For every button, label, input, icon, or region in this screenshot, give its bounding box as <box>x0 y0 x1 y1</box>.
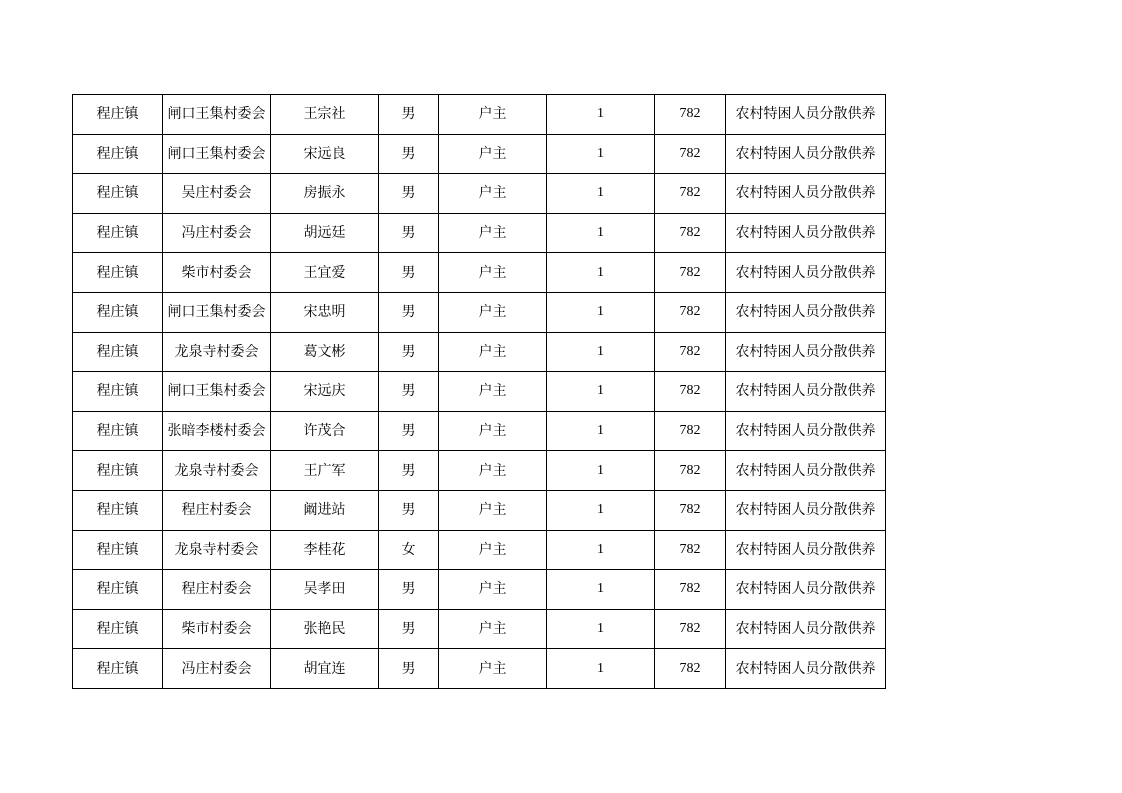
amount-cell: 782 <box>655 332 726 372</box>
village-cell: 闸口王集村委会 <box>163 292 271 332</box>
type-cell: 农村特困人员分散供养 <box>726 292 886 332</box>
count-cell: 1 <box>547 292 655 332</box>
relation-cell: 户主 <box>439 95 547 135</box>
relation-cell: 户主 <box>439 213 547 253</box>
village-cell: 闸口王集村委会 <box>163 372 271 412</box>
town-cell: 程庄镇 <box>73 332 163 372</box>
table-row <box>73 411 886 451</box>
table-row <box>73 649 886 689</box>
table-row <box>73 213 886 253</box>
name-cell: 胡远廷 <box>271 213 379 253</box>
amount-cell: 782 <box>655 174 726 214</box>
town-cell: 程庄镇 <box>73 570 163 610</box>
relation-cell: 户主 <box>439 372 547 412</box>
type-cell: 农村特困人员分散供养 <box>726 95 886 135</box>
name-cell: 许茂合 <box>271 411 379 451</box>
count-cell: 1 <box>547 649 655 689</box>
table-body <box>73 95 886 689</box>
count-cell: 1 <box>547 213 655 253</box>
name-cell: 胡宜连 <box>271 649 379 689</box>
town-cell: 程庄镇 <box>73 649 163 689</box>
amount-cell: 782 <box>655 570 726 610</box>
amount-cell: 782 <box>655 213 726 253</box>
name-cell: 张艳民 <box>271 609 379 649</box>
village-cell: 冯庄村委会 <box>163 649 271 689</box>
relation-cell: 户主 <box>439 609 547 649</box>
data-table <box>72 94 886 689</box>
gender-cell: 女 <box>379 530 439 570</box>
relation-cell: 户主 <box>439 451 547 491</box>
type-cell: 农村特困人员分散供养 <box>726 451 886 491</box>
name-cell: 宋忠明 <box>271 292 379 332</box>
gender-cell: 男 <box>379 411 439 451</box>
count-cell: 1 <box>547 332 655 372</box>
relation-cell: 户主 <box>439 411 547 451</box>
gender-cell: 男 <box>379 213 439 253</box>
type-cell: 农村特困人员分散供养 <box>726 649 886 689</box>
count-cell: 1 <box>547 530 655 570</box>
amount-cell: 782 <box>655 451 726 491</box>
gender-cell: 男 <box>379 174 439 214</box>
type-cell: 农村特困人员分散供养 <box>726 213 886 253</box>
name-cell: 王宜爱 <box>271 253 379 293</box>
gender-cell: 男 <box>379 372 439 412</box>
amount-cell: 782 <box>655 95 726 135</box>
amount-cell: 782 <box>655 609 726 649</box>
type-cell: 农村特困人员分散供养 <box>726 530 886 570</box>
table-row <box>73 174 886 214</box>
relation-cell: 户主 <box>439 253 547 293</box>
town-cell: 程庄镇 <box>73 134 163 174</box>
name-cell: 王宗社 <box>271 95 379 135</box>
table-row <box>73 609 886 649</box>
gender-cell: 男 <box>379 332 439 372</box>
village-cell: 程庄村委会 <box>163 570 271 610</box>
relation-cell: 户主 <box>439 490 547 530</box>
gender-cell: 男 <box>379 292 439 332</box>
gender-cell: 男 <box>379 134 439 174</box>
type-cell: 农村特困人员分散供养 <box>726 609 886 649</box>
table-row <box>73 292 886 332</box>
count-cell: 1 <box>547 609 655 649</box>
gender-cell: 男 <box>379 649 439 689</box>
count-cell: 1 <box>547 490 655 530</box>
table-row <box>73 530 886 570</box>
type-cell: 农村特困人员分散供养 <box>726 332 886 372</box>
type-cell: 农村特困人员分散供养 <box>726 134 886 174</box>
village-cell: 张暗李楼村委会 <box>163 411 271 451</box>
town-cell: 程庄镇 <box>73 213 163 253</box>
table-row <box>73 451 886 491</box>
table-row <box>73 95 886 135</box>
table-row <box>73 570 886 610</box>
amount-cell: 782 <box>655 411 726 451</box>
town-cell: 程庄镇 <box>73 530 163 570</box>
type-cell: 农村特困人员分散供养 <box>726 174 886 214</box>
relation-cell: 户主 <box>439 332 547 372</box>
village-cell: 程庄村委会 <box>163 490 271 530</box>
count-cell: 1 <box>547 411 655 451</box>
village-cell: 龙泉寺村委会 <box>163 451 271 491</box>
name-cell: 房振永 <box>271 174 379 214</box>
village-cell: 龙泉寺村委会 <box>163 530 271 570</box>
name-cell: 李桂花 <box>271 530 379 570</box>
relation-cell: 户主 <box>439 292 547 332</box>
town-cell: 程庄镇 <box>73 372 163 412</box>
amount-cell: 782 <box>655 292 726 332</box>
town-cell: 程庄镇 <box>73 95 163 135</box>
town-cell: 程庄镇 <box>73 451 163 491</box>
amount-cell: 782 <box>655 649 726 689</box>
relation-cell: 户主 <box>439 530 547 570</box>
name-cell: 宋远良 <box>271 134 379 174</box>
relation-cell: 户主 <box>439 134 547 174</box>
town-cell: 程庄镇 <box>73 292 163 332</box>
amount-cell: 782 <box>655 253 726 293</box>
village-cell: 闸口王集村委会 <box>163 134 271 174</box>
amount-cell: 782 <box>655 530 726 570</box>
table-row <box>73 134 886 174</box>
relation-cell: 户主 <box>439 649 547 689</box>
count-cell: 1 <box>547 570 655 610</box>
count-cell: 1 <box>547 253 655 293</box>
village-cell: 吴庄村委会 <box>163 174 271 214</box>
count-cell: 1 <box>547 451 655 491</box>
village-cell: 龙泉寺村委会 <box>163 332 271 372</box>
gender-cell: 男 <box>379 451 439 491</box>
name-cell: 吴孝田 <box>271 570 379 610</box>
count-cell: 1 <box>547 95 655 135</box>
town-cell: 程庄镇 <box>73 253 163 293</box>
village-cell: 柴市村委会 <box>163 609 271 649</box>
count-cell: 1 <box>547 174 655 214</box>
table-row <box>73 253 886 293</box>
village-cell: 闸口王集村委会 <box>163 95 271 135</box>
town-cell: 程庄镇 <box>73 411 163 451</box>
amount-cell: 782 <box>655 490 726 530</box>
amount-cell: 782 <box>655 134 726 174</box>
village-cell: 冯庄村委会 <box>163 213 271 253</box>
gender-cell: 男 <box>379 570 439 610</box>
count-cell: 1 <box>547 134 655 174</box>
town-cell: 程庄镇 <box>73 609 163 649</box>
name-cell: 阚进站 <box>271 490 379 530</box>
type-cell: 农村特困人员分散供养 <box>726 411 886 451</box>
gender-cell: 男 <box>379 95 439 135</box>
amount-cell: 782 <box>655 372 726 412</box>
gender-cell: 男 <box>379 609 439 649</box>
relation-cell: 户主 <box>439 570 547 610</box>
gender-cell: 男 <box>379 253 439 293</box>
table-row <box>73 372 886 412</box>
town-cell: 程庄镇 <box>73 490 163 530</box>
relation-cell: 户主 <box>439 174 547 214</box>
village-cell: 柴市村委会 <box>163 253 271 293</box>
name-cell: 王广军 <box>271 451 379 491</box>
type-cell: 农村特困人员分散供养 <box>726 490 886 530</box>
count-cell: 1 <box>547 372 655 412</box>
type-cell: 农村特困人员分散供养 <box>726 570 886 610</box>
type-cell: 农村特困人员分散供养 <box>726 253 886 293</box>
town-cell: 程庄镇 <box>73 174 163 214</box>
name-cell: 宋远庆 <box>271 372 379 412</box>
gender-cell: 男 <box>379 490 439 530</box>
table-row <box>73 332 886 372</box>
type-cell: 农村特困人员分散供养 <box>726 372 886 412</box>
name-cell: 葛文彬 <box>271 332 379 372</box>
table-row <box>73 490 886 530</box>
